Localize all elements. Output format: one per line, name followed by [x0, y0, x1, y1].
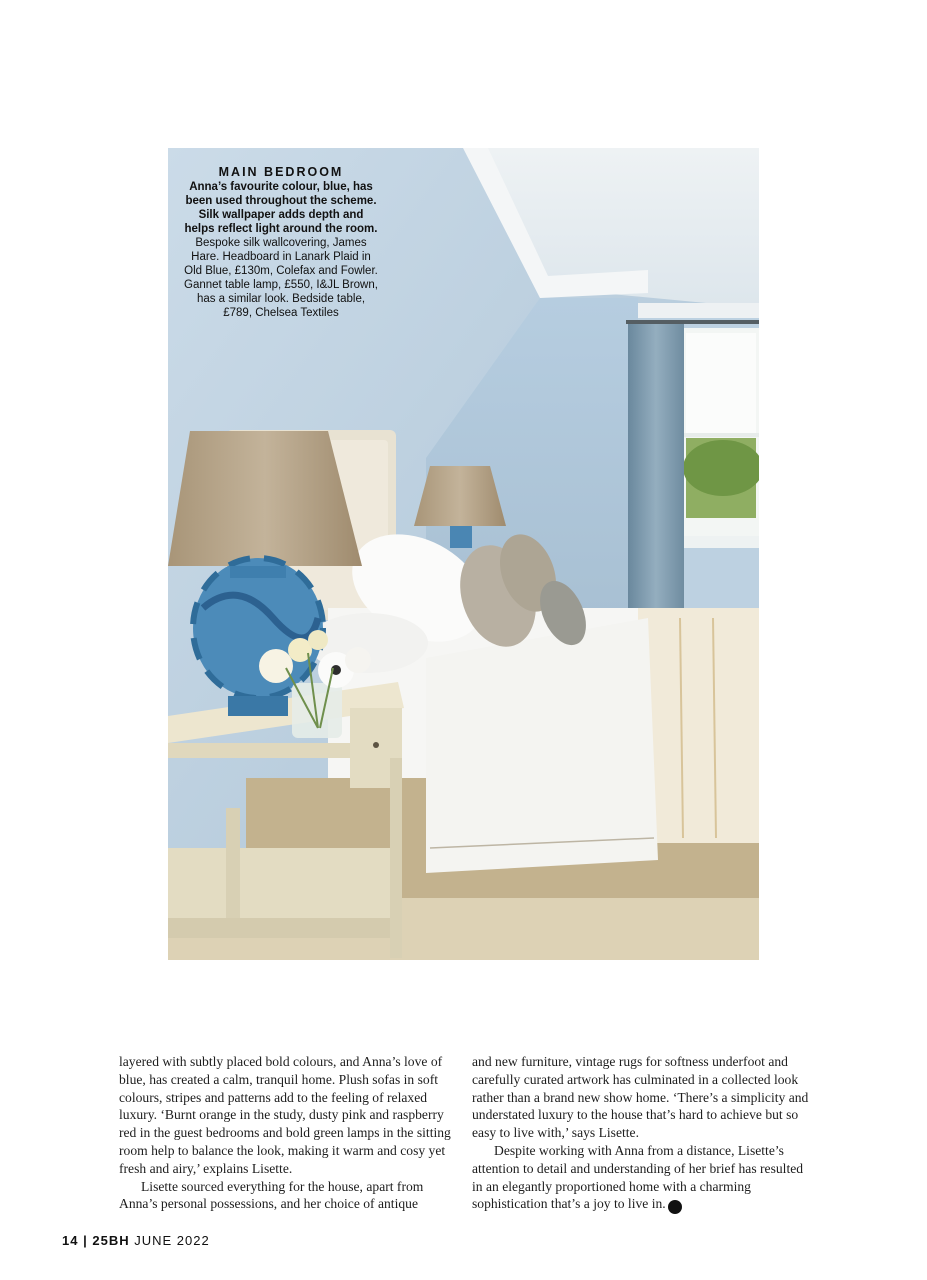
caption-credits [178, 236, 384, 320]
caption-lead [178, 180, 384, 236]
issue-date: JUNE 2022 [134, 1233, 210, 1248]
caption-heading: MAIN BEDROOM [218, 165, 344, 179]
caption-credit-line: Gannet table lamp, £550, I&JL Brown, [184, 279, 378, 291]
article-paragraph-text: Despite working with Anna from a distance, Lisette’s attention to detail and understanding of her brief has resulted in an elegantly proportioned home with a charming sophistication that’s a joy to live in. [472, 1142, 804, 1212]
article-paragraph: layered with subtly placed bold colours, and Anna’s love of blue, has created a calm, tranquil home. Plush sofas in soft colours, stripes and patterns add to the feeling of relaxed luxury. ‘Burnt orange in the study, dusty pink and raspberry red in the guest bedrooms and bold green lamps in the sitting room help to balance the look, making it warm and cosy yet fresh and airy,’ explains Lisette. [119, 1054, 451, 1176]
article-column-left [119, 1053, 459, 1213]
article-column-right [472, 1053, 812, 1214]
page-number: 14 [62, 1233, 79, 1248]
article-paragraph: and new furniture, vintage rugs for softness underfoot and carefully curated artwork has culminated in a collected look rather than a brand new show home. ‘There’s a simplicity and understated luxury to the house that’s hard to achieve but so easy to live with,’ says Lisette. [472, 1054, 809, 1141]
page-footer [62, 1233, 210, 1248]
caption-credit-line: Old Blue, £130m, Colefax and Fowler. [184, 265, 378, 277]
end-mark-icon: 25 [668, 1200, 682, 1214]
caption-lead-line: helps reflect light around the room. [184, 223, 378, 235]
magazine-name: 25BH [92, 1233, 130, 1248]
article-paragraph-last [472, 1142, 812, 1214]
article-paragraph: Lisette sourced everything for the house, apart from Anna’s personal possessions, and her choice of antique [119, 1178, 424, 1212]
caption-credit-line: Hare. Headboard in Lanark Plaid in [191, 251, 371, 263]
caption-lead-line: Anna’s favourite colour, blue, has [189, 181, 373, 193]
caption-lead-line: been used throughout the scheme. [185, 195, 377, 207]
caption-credit-line: £789, Chelsea Textiles [223, 307, 339, 319]
photo-caption [178, 165, 384, 320]
caption-credit-line: Bespoke silk wallcovering, James [195, 237, 367, 249]
caption-credit-line: has a similar look. Bedside table, [196, 293, 366, 305]
footer-separator: | [83, 1233, 88, 1248]
caption-lead-line: Silk wallpaper adds depth and [198, 209, 364, 221]
